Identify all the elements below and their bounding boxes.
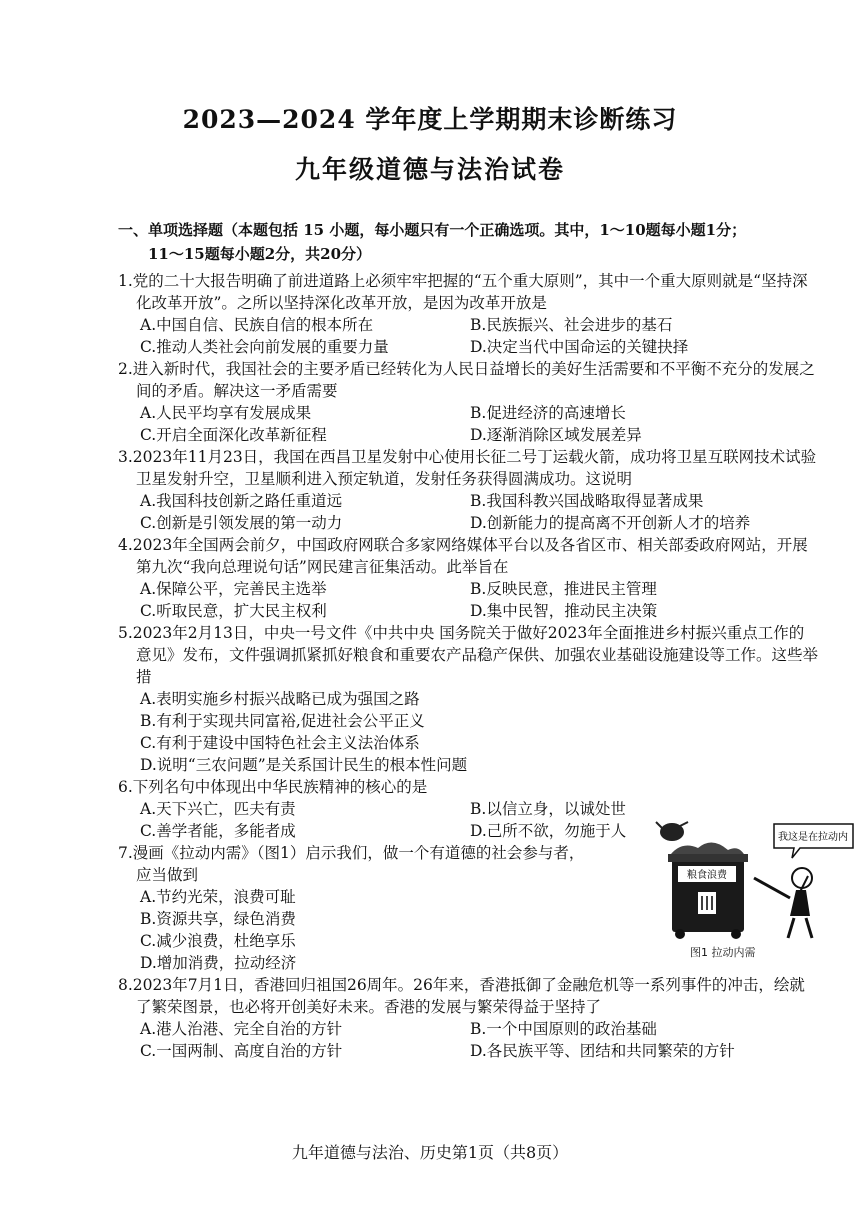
option-b: B.有利于实现共同富裕,促进社会公平正义 — [140, 712, 425, 730]
option-d: D.说明“三农问题”是关系国计民生的根本性问题 — [140, 756, 468, 774]
option-b: B.民族振兴、社会进步的基石 — [470, 316, 673, 334]
question-stem: 2.进入新时代，我国社会的主要矛盾已经转化为人民日益增长的美好生活需要和不平衡不充分的发展之间的矛盾。解决这一矛盾需要 — [118, 360, 815, 400]
option-d: D.各民族平等、团结和共同繁荣的方针 — [470, 1042, 735, 1060]
page-footer: 九年道德与法治、历史第1页（共8页） — [291, 1143, 569, 1162]
option-b: B.一个中国原则的政治基础 — [470, 1020, 657, 1038]
question-stem: 1.党的二十大报告明确了前进道路上必须牢牢把握的“五个重大原则”，其中一个重大原则就是“坚持深化改革开放”。之所以坚持深化改革开放，是因为改革开放是 — [118, 272, 808, 312]
option-c: C.推动人类社会向前发展的重要力量 — [140, 338, 389, 356]
question-2 — [118, 358, 818, 446]
option-a: A.港人治港、完全自治的方针 — [140, 1020, 343, 1038]
option-a: A.保障公平，完善民主选举 — [140, 580, 327, 598]
speech-text: 我这是在拉动内 — [778, 832, 848, 843]
question-stem: 6.下列名句中体现出中华民族精神的核心的是 — [118, 778, 428, 796]
question-stem: 5.2023年2月13日，中央一号文件《中共中央 国务院关于做好2023年全面推进乡村振兴重点工作的意见》发布，文件强调抓紧抓好粮食和重要农产品稳产保供、加强农业基础设施建设等工作。这些举措 — [118, 624, 819, 686]
option-d: D.创新能力的提高离不开创新人才的培养 — [470, 514, 751, 532]
options — [118, 886, 588, 974]
option-b: B.以信立身，以诚处世 — [470, 800, 626, 818]
option-b: B.反映民意，推进民主管理 — [470, 580, 657, 598]
section-heading — [118, 218, 818, 266]
option-b: B.促进经济的高速增长 — [470, 404, 626, 422]
figure-caption: 图1 拉动内需 — [690, 946, 756, 959]
option-d: D.集中民智，推动民主决策 — [470, 602, 658, 620]
option-c: C.创新是引领发展的第一动力 — [140, 514, 343, 532]
question-4 — [118, 534, 818, 622]
option-a: A.我国科技创新之路任重道远 — [140, 492, 343, 510]
option-d: D.己所不欲，勿施于人 — [470, 822, 627, 840]
cartoon-figure — [650, 818, 855, 943]
question-3 — [118, 446, 818, 534]
exam-title: 2023—2024 学年度上学期期末诊断练习 — [182, 105, 678, 134]
question-stem: 4.2023年全国两会前夕，中国政府网联合多家网络媒体平台以及各省区市、相关部委政府网站，开展第九次“我向总理说句话”网民建言征集活动。此举旨在 — [118, 536, 808, 576]
question-7 — [118, 842, 588, 974]
options — [118, 314, 818, 358]
option-c: C.开启全面深化改革新征程 — [140, 426, 327, 444]
option-b: B.资源共享，绿色消费 — [140, 910, 296, 928]
option-c: C.善学者能，多能者成 — [140, 822, 296, 840]
option-a: A.天下兴亡，匹夫有责 — [140, 800, 296, 818]
option-d: D.逐渐消除区域发展差异 — [470, 426, 642, 444]
option-a: A.中国自信、民族自信的根本所在 — [140, 316, 374, 334]
exam-subtitle: 九年级道德与法治试卷 — [294, 155, 565, 184]
section-heading-line2: 11～15题每小题2分，共20分） — [148, 245, 372, 263]
question-stem: 3.2023年11月23日，我国在西昌卫星发射中心使用长征二号丁运载火箭，成功将卫星互联网技术试验卫星发射升空，卫星顺利进入预定轨道，发射任务获得圆满成功。这说明 — [118, 448, 817, 488]
option-a: A.人民平均享有发展成果 — [140, 404, 312, 422]
options — [118, 578, 818, 622]
option-c: C.听取民意，扩大民主权利 — [140, 602, 327, 620]
option-d: D.增加消费，拉动经济 — [140, 954, 297, 972]
question-1 — [118, 270, 818, 358]
option-b: B.我国科教兴国战略取得显著成果 — [470, 492, 704, 510]
option-d: D.决定当代中国命运的关键抉择 — [470, 338, 689, 356]
question-5 — [118, 622, 818, 776]
question-8 — [118, 974, 818, 1062]
options — [118, 490, 818, 534]
options — [118, 688, 818, 776]
options — [118, 402, 818, 446]
option-a: A.节约光荣，浪费可耻 — [140, 888, 296, 906]
option-a: A.表明实施乡村振兴战略已成为强国之路 — [140, 690, 420, 708]
options — [118, 1018, 818, 1062]
question-stem: 7.漫画《拉动内需》（图1）启示我们，做一个有道德的社会参与者，应当做到 — [118, 844, 585, 884]
bin-label: 粮食浪费 — [687, 870, 727, 881]
option-c: C.减少浪费，杜绝享乐 — [140, 932, 296, 950]
section-heading-line1: 一、单项选择题（本题包括 15 小题，每小题只有一个正确选项。其中，1～10题每小题1分； — [118, 221, 747, 239]
option-c: C.有利于建设中国特色社会主义法治体系 — [140, 734, 420, 752]
option-c: C.一国两制、高度自治的方针 — [140, 1042, 343, 1060]
person-icon — [792, 868, 812, 888]
question-stem: 8.2023年7月1日，香港回归祖国26周年。26年来，香港抵御了金融危机等一系列事件的冲击，绘就了繁荣图景，也必将开创美好未来。香港的发展与繁荣得益于坚持了 — [118, 976, 805, 1016]
